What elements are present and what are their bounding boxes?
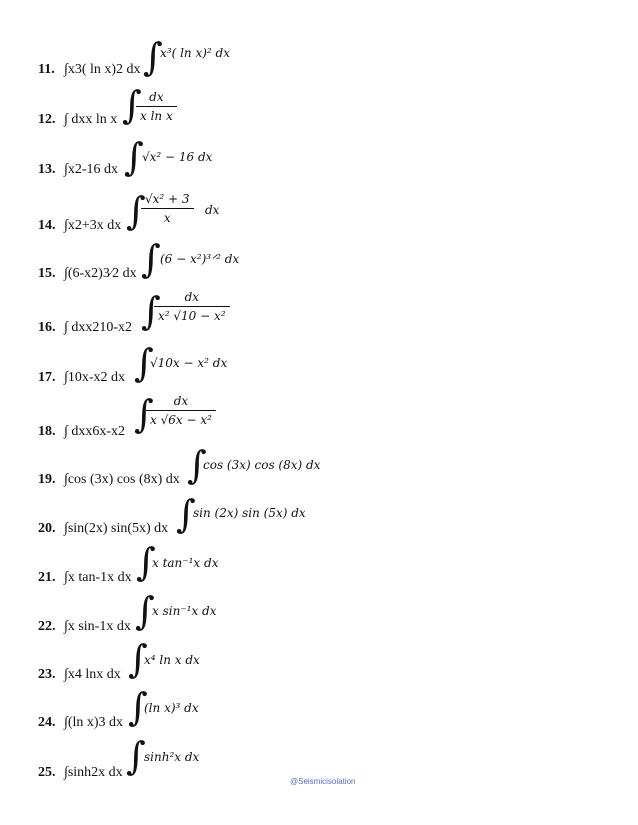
problem-text: ∫x3( ln x)2 dx (64, 62, 141, 77)
problem-number: 13. (38, 162, 56, 177)
integral-sign-icon: ∫ (122, 83, 142, 127)
differential: dx (205, 203, 220, 217)
problem-text: ∫x2-16 dx (64, 162, 118, 177)
integral-sign-icon: ∫ (136, 540, 156, 584)
integrand: x sin⁻¹x dx (152, 604, 217, 618)
problem-text: ∫(ln x)3 dx (64, 715, 124, 730)
integral-sign-icon: ∫ (141, 289, 161, 333)
integrand: x⁴ ln x dx (144, 653, 200, 667)
problem-number: 25. (38, 765, 56, 780)
integrand: x tan⁻¹x dx (152, 556, 219, 570)
integrand: sin (2x) sin (5x) dx (193, 506, 306, 520)
problem-text: ∫cos (3x) cos (8x) dx (64, 472, 180, 487)
problem-number: 14. (38, 218, 56, 233)
problem-text: ∫ dxx210-x2 (64, 320, 132, 335)
fraction-numerator: √x² + 3 (141, 192, 194, 209)
problem-text: ∫sin(2x) sin(5x) dx (64, 521, 169, 536)
fraction-denominator: x (163, 211, 171, 225)
problem-text: ∫x2+3x dx (64, 218, 122, 233)
integrand: √x² − 16 dx (142, 150, 213, 164)
integrand-fraction (141, 192, 194, 225)
integrand: (6 − x²)³ᐟ² dx (160, 252, 240, 266)
problem-text: ∫ dxx ln x (64, 112, 118, 127)
fraction-numerator: dx (146, 394, 216, 411)
integral-sign-icon: ∫ (128, 685, 148, 729)
integrand: sinh²x dx (144, 750, 200, 764)
integral-sign-icon: ∫ (126, 734, 146, 778)
problem-number: 21. (38, 570, 56, 585)
problem-number: 19. (38, 472, 56, 487)
integrand-fraction (146, 394, 216, 427)
problem-text: ∫sinh2x dx (64, 765, 123, 780)
problem-number: 11. (38, 62, 55, 77)
integral-sign-icon: ∫ (135, 589, 155, 633)
integral-sign-icon: ∫ (134, 341, 154, 385)
problem-number: 23. (38, 667, 56, 682)
problem-text: ∫x tan-1x dx (64, 570, 132, 585)
fraction-denominator: x ln x (140, 109, 173, 123)
integral-sign-icon: ∫ (126, 189, 146, 233)
problem-text: ∫10x-x2 dx (64, 370, 125, 385)
integral-sign-icon: ∫ (141, 237, 161, 281)
integral-sign-icon: ∫ (187, 443, 207, 487)
problem-text: ∫x4 lnx dx (64, 667, 121, 682)
problem-number: 18. (38, 424, 56, 439)
problem-number: 20. (38, 521, 56, 536)
fraction-denominator: x² √10 − x² (158, 309, 226, 323)
integrand: (ln x)³ dx (144, 701, 199, 715)
fraction-numerator: dx (154, 290, 230, 307)
integral-sign-icon: ∫ (176, 492, 196, 536)
problem-text: ∫(6-x2)3⁄2 dx (64, 266, 137, 281)
fraction-numerator: dx (136, 90, 177, 107)
problem-text: ∫x sin-1x dx (64, 619, 131, 634)
integral-sign-icon: ∫ (124, 135, 144, 179)
integrand: cos (3x) cos (8x) dx (203, 458, 321, 472)
integrand-fraction (136, 90, 177, 123)
integrand: x³( ln x)² dx (160, 46, 230, 60)
integral-sign-icon: ∫ (143, 35, 163, 79)
problem-number: 15. (38, 266, 56, 281)
integrand-fraction (154, 290, 230, 323)
integral-sign-icon: ∫ (128, 637, 148, 681)
problem-number: 17. (38, 370, 56, 385)
problem-number: 22. (38, 619, 56, 634)
fraction-denominator: x √6x − x² (150, 413, 212, 427)
problem-number: 16. (38, 320, 56, 335)
problem-number: 12. (38, 112, 56, 127)
problem-text: ∫ dxx6x-x2 (64, 424, 125, 439)
integrand: √10x − x² dx (150, 356, 228, 370)
integral-sign-icon: ∫ (134, 392, 154, 436)
watermark: @Seismicisolation (290, 777, 356, 786)
problem-number: 24. (38, 715, 56, 730)
